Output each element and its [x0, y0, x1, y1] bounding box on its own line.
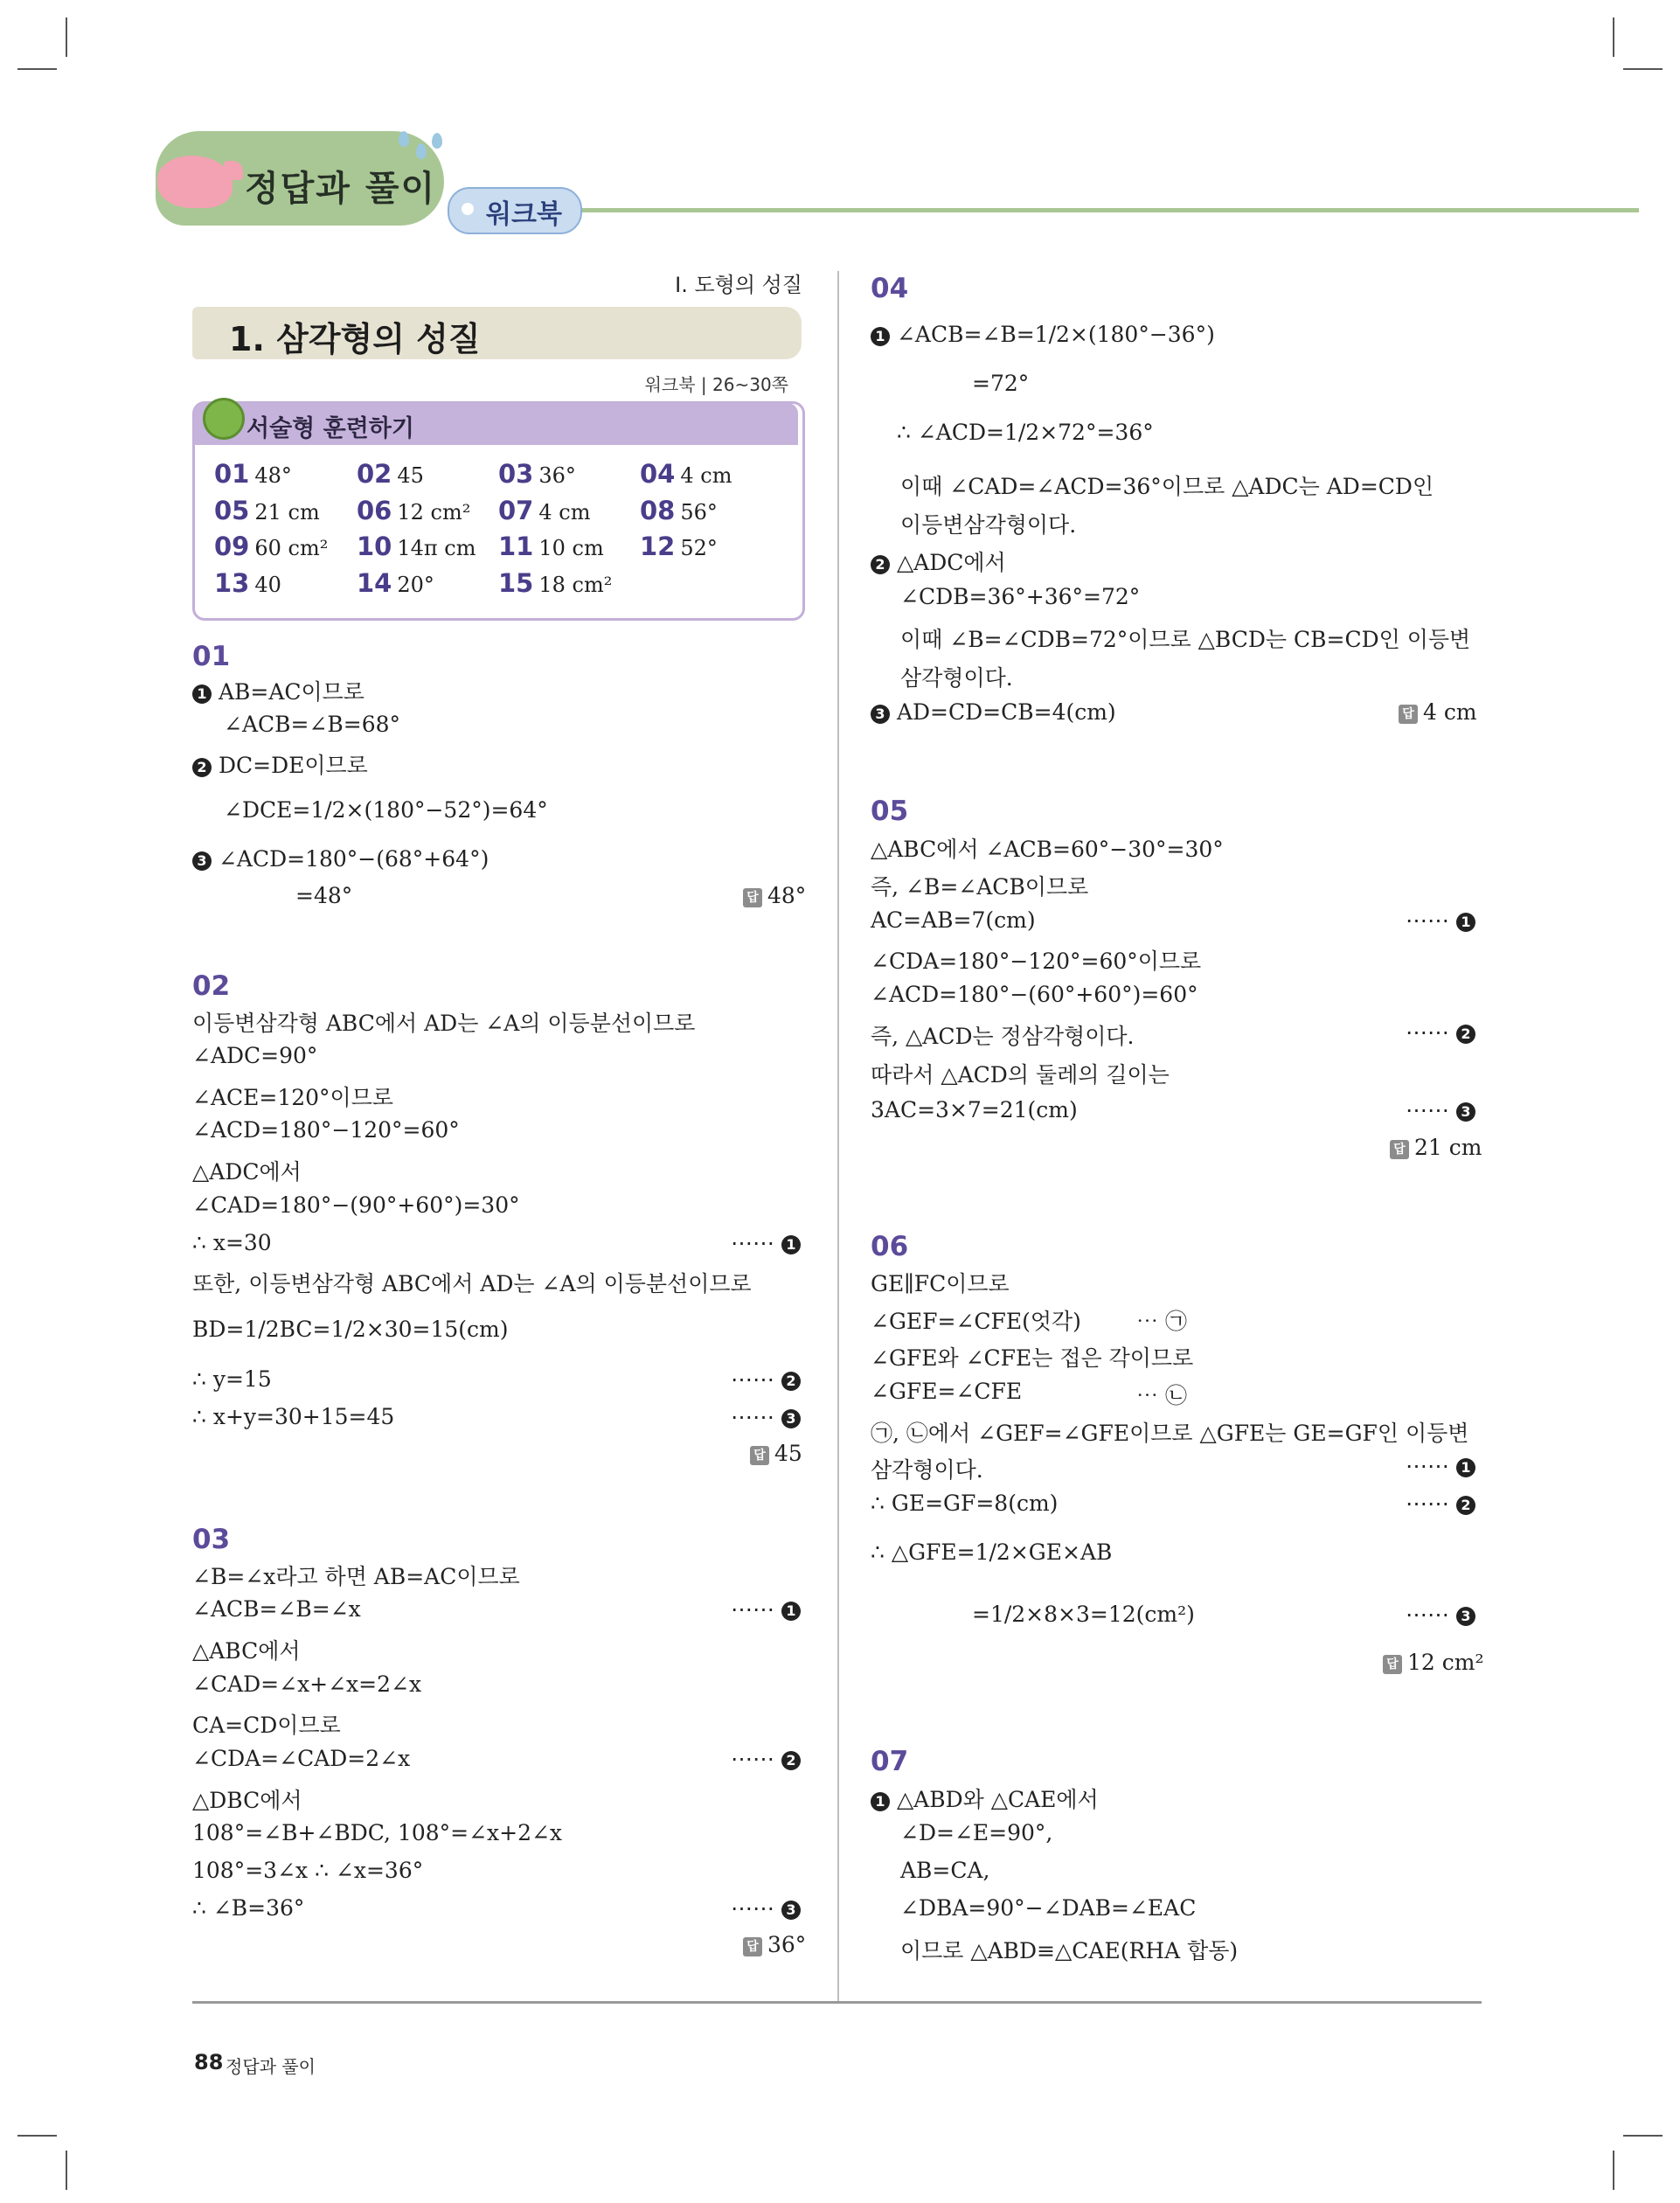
solution-line: ∴ y=15 — [192, 1366, 272, 1392]
solution-line: ∠CDA=180°−120°=60°이므로 — [871, 949, 1202, 974]
solution-line: ∴ x+y=30+15=45 — [192, 1404, 395, 1429]
answer-summary-item — [357, 496, 470, 525]
step-2-icon: 2 — [871, 555, 890, 574]
answer-summary-number: 10 — [357, 532, 392, 561]
answer-summary-value: 14π cm — [397, 536, 476, 560]
solution-line: 1 AB=AC이므로 — [192, 675, 364, 706]
solution-line: =48° — [295, 883, 353, 908]
workbook-reference: 워크북 | 26~30쪽 — [644, 374, 788, 395]
answer-mark-icon: 답 — [743, 888, 762, 907]
answer-summary-number: 15 — [498, 568, 534, 598]
final-answer: 답 4 cm — [1399, 699, 1477, 725]
solution-line: ∠CDB=36°+36°=72° — [900, 584, 1141, 609]
answer-summary-number: 13 — [214, 568, 250, 598]
header-rule — [568, 208, 1639, 212]
solution-line: ∠ADC=90° — [192, 1043, 318, 1068]
answer-summary-number: 04 — [640, 459, 676, 489]
answer-summary-value: 48° — [254, 463, 292, 488]
answer-summary-item — [640, 532, 718, 561]
answer-summary-value: 4 cm — [538, 500, 591, 525]
solution-line: ∠CAD=180°−(90°+60°)=30° — [192, 1192, 520, 1218]
footer-label: 정답과 풀이 — [226, 2056, 316, 2077]
answer-summary-number: 03 — [498, 459, 534, 489]
answer-summary-item — [357, 532, 476, 561]
answer-mark-icon: 답 — [1390, 1140, 1409, 1159]
answer-summary-number: 05 — [214, 496, 250, 525]
answer-summary-item — [357, 568, 434, 598]
solution-line: 3AC=3×7=21(cm) — [871, 1097, 1078, 1122]
step-2-icon: 2 — [781, 1751, 801, 1770]
crop-mark — [1623, 2135, 1663, 2137]
solution-line: 이때 ∠B=∠CDB=72°이므로 △BCD는 CB=CD인 이등변 — [900, 627, 1471, 652]
answer-summary-item — [498, 532, 604, 561]
solution-line: ∴ △GFE=1/2×GE×AB — [871, 1539, 1113, 1565]
answer-summary-number: 01 — [214, 459, 250, 489]
step-3-icon: 3 — [1456, 1607, 1475, 1626]
solution-line: 즉, ∠B=∠ACB이므로 — [871, 874, 1089, 900]
answer-summary-value: 45 — [397, 463, 424, 488]
solution-line: ∠GEF=∠CFE(엇각) — [871, 1309, 1081, 1334]
final-answer: 답 45 — [750, 1441, 802, 1466]
answer-summary-item — [498, 568, 612, 598]
step-marker: ⋯⋯ 1 — [1406, 1453, 1475, 1478]
answer-summary-number: 11 — [498, 532, 534, 561]
footer-rule — [192, 2001, 1482, 2004]
step-marker: ⋯⋯ 2 — [1406, 1019, 1475, 1045]
answer-mark-icon: 답 — [743, 1937, 762, 1956]
tab-dot-icon — [462, 203, 474, 215]
solution-line: 따라서 △ACD의 둘레의 길이는 — [871, 1062, 1170, 1088]
answer-summary-number: 09 — [214, 532, 250, 561]
step-marker: ⋯⋯ 3 — [731, 1404, 801, 1429]
step-marker: ⋯⋯ 3 — [1406, 1097, 1475, 1122]
solution-line: ∴ ∠ACD=1/2×72°=36° — [897, 420, 1154, 445]
step-2-icon: 2 — [781, 1372, 801, 1391]
final-answer: 답 12 cm² — [1383, 1650, 1484, 1675]
answer-summary-number: 14 — [357, 568, 392, 598]
question-number: 04 — [871, 273, 909, 304]
page-number: 88 — [194, 2050, 224, 2074]
solution-line: ㉠, ㉡에서 ∠GEF=∠GFE이므로 △GFE는 GE=GF인 이등변 — [871, 1421, 1469, 1446]
answer-summary-number: 06 — [357, 496, 392, 525]
answer-mark-icon: 답 — [750, 1446, 769, 1465]
answer-summary-number: 07 — [498, 496, 534, 525]
answer-summary-value: 36° — [538, 463, 576, 488]
solution-line: ∠ACB=∠B=∠x — [192, 1596, 361, 1622]
reference-mark: ⋯ ㉠ — [1136, 1309, 1187, 1334]
step-1-icon: 1 — [781, 1235, 801, 1254]
crop-mark — [66, 2151, 67, 2190]
solution-line: 이때 ∠CAD=∠ACD=36°이므로 △ADC는 AD=CD인 — [900, 474, 1434, 499]
question-number: 03 — [192, 1524, 231, 1555]
answer-summary-number: 12 — [640, 532, 676, 561]
solution-line: 이등변삼각형이다. — [900, 512, 1077, 538]
answer-summary-item — [357, 459, 424, 489]
solution-line: 108°=3∠x ∴ ∠x=36° — [192, 1858, 424, 1883]
step-marker: ⋯⋯ 2 — [731, 1366, 801, 1392]
solution-line: 1 △ABD와 △CAE에서 — [871, 1783, 1099, 1814]
crop-mark — [66, 17, 67, 57]
solution-line: 즉, △ACD는 정삼각형이다. — [871, 1024, 1135, 1049]
answer-summary-item — [498, 459, 576, 489]
step-marker: ⋯⋯ 3 — [731, 1895, 801, 1921]
step-marker: ⋯⋯ 2 — [731, 1746, 801, 1771]
answer-summary-item — [214, 568, 281, 598]
solution-line: CA=CD이므로 — [192, 1713, 341, 1738]
step-2-icon: 2 — [1456, 1025, 1475, 1044]
answer-summary-value: 60 cm² — [254, 536, 329, 560]
crop-mark — [1613, 17, 1614, 57]
step-1-icon: 1 — [871, 1792, 890, 1811]
solution-line: ∠ACE=120°이므로 — [192, 1085, 393, 1110]
solution-line: ∠ACD=180°−120°=60° — [192, 1117, 460, 1143]
step-1-icon: 1 — [1456, 913, 1475, 932]
question-number: 05 — [871, 796, 909, 827]
chameleon-icon — [203, 398, 245, 440]
solution-line: =72° — [972, 371, 1030, 396]
crop-mark — [17, 68, 57, 70]
answer-summary-value: 12 cm² — [397, 500, 471, 525]
solution-line: ∴ GE=GF=8(cm) — [871, 1491, 1059, 1516]
step-marker: ⋯⋯ 1 — [731, 1596, 801, 1622]
step-1-icon: 1 — [781, 1602, 801, 1621]
solution-line: 삼각형이다. — [871, 1457, 983, 1483]
step-3-icon: 3 — [781, 1901, 801, 1920]
answer-summary-value: 21 cm — [254, 500, 320, 525]
solution-line: ∠D=∠E=90°, — [900, 1820, 1053, 1845]
solution-line: ∠CDA=∠CAD=2∠x — [192, 1746, 411, 1771]
crop-mark — [1613, 2151, 1614, 2190]
solution-line: △DBC에서 — [192, 1788, 302, 1813]
final-answer: 답 21 cm — [1390, 1135, 1482, 1160]
answer-summary-value: 56° — [680, 500, 718, 525]
step-marker: ⋯⋯ 2 — [1406, 1491, 1475, 1516]
solution-line: ∠GFE와 ∠CFE는 접은 각이므로 — [871, 1345, 1194, 1371]
question-number: 01 — [192, 641, 231, 672]
crop-mark — [1623, 68, 1663, 70]
step-3-icon: 3 — [1456, 1102, 1475, 1122]
step-3-icon: 3 — [871, 705, 890, 724]
step-1-icon: 1 — [871, 327, 890, 346]
solution-line: △ABC에서 ∠ACB=60°−30°=30° — [871, 837, 1224, 862]
answer-summary-value: 18 cm² — [538, 573, 613, 597]
solution-line: ∴ x=30 — [192, 1230, 272, 1255]
answer-summary-value: 20° — [397, 573, 434, 597]
answer-summary-item — [640, 459, 732, 489]
answer-mark-icon: 답 — [1383, 1655, 1402, 1674]
answer-summary-item — [640, 496, 718, 525]
step-marker: ⋯⋯ 3 — [1406, 1602, 1475, 1627]
solution-line: GE∥FC이므로 — [871, 1271, 1010, 1296]
final-answer: 답 36° — [743, 1932, 806, 1957]
answer-summary-item — [214, 532, 328, 561]
step-2-icon: 2 — [192, 758, 212, 777]
answer-summary-item — [498, 496, 590, 525]
solution-line: ∠ACD=180°−(60°+60°)=60° — [871, 982, 1198, 1007]
solution-line: ∠ACB=∠B=68° — [224, 712, 401, 737]
solution-line: =1/2×8×3=12(cm²) — [972, 1602, 1195, 1627]
step-marker: ⋯⋯ 1 — [1406, 907, 1475, 933]
answer-summary-label: 서술형 훈련하기 — [246, 415, 414, 442]
solution-line: ∠B=∠x라고 하면 AB=AC이므로 — [192, 1564, 520, 1589]
answer-summary-item — [214, 496, 320, 525]
solution-line: ∠GFE=∠CFE — [871, 1379, 1023, 1404]
answer-summary-item — [214, 459, 292, 489]
crop-mark — [17, 2135, 57, 2137]
solution-line: 이므로 △ABD≡△CAE(RHA 합동) — [900, 1938, 1239, 1963]
header-title: 정답과 풀이 — [245, 169, 437, 209]
section-title: 1. 삼각형의 성질 — [229, 320, 481, 358]
final-answer: 답 48° — [743, 883, 806, 908]
solution-line: 이등변삼각형 ABC에서 AD는 ∠A의 이등분선이므로 — [192, 1011, 696, 1036]
solution-line: 1 ∠ACB=∠B=1/2×(180°−36°) — [871, 322, 1215, 347]
solution-line: BD=1/2BC=1/2×30=15(cm) — [192, 1317, 509, 1342]
solution-line: ∠DCE=1/2×(180°−52°)=64° — [224, 797, 548, 823]
step-3-icon: 3 — [781, 1409, 801, 1428]
question-number: 02 — [192, 970, 231, 1002]
reference-mark: ⋯ ㉡ — [1136, 1383, 1187, 1408]
answer-summary-value: 4 cm — [680, 463, 732, 488]
question-number: 07 — [871, 1746, 909, 1777]
solution-line: ∠DBA=90°−∠DAB=∠EAC — [900, 1895, 1197, 1921]
answer-mark-icon: 답 — [1399, 705, 1418, 724]
question-number: 06 — [871, 1231, 909, 1262]
column-divider — [837, 271, 839, 2002]
answer-summary-number: 02 — [357, 459, 392, 489]
solution-line: 삼각형이다. — [900, 665, 1013, 691]
solution-line: AC=AB=7(cm) — [871, 907, 1036, 933]
answer-summary-value: 52° — [680, 536, 718, 560]
solution-line: 또한, 이등변삼각형 ABC에서 AD는 ∠A의 이등분선이므로 — [192, 1271, 752, 1296]
solution-line: ∴ ∠B=36° — [192, 1895, 305, 1921]
solution-line: 108°=∠B+∠BDC, 108°=∠x+2∠x — [192, 1820, 563, 1845]
solution-line: 3 ∠ACD=180°−(68°+64°) — [192, 846, 489, 872]
answer-summary-value: 40 — [254, 573, 281, 597]
answer-summary-number: 08 — [640, 496, 676, 525]
solution-line: 2 △ADC에서 — [871, 546, 1006, 577]
solution-line: ∠CAD=∠x+∠x=2∠x — [192, 1671, 422, 1697]
solution-line: AB=CA, — [900, 1858, 990, 1883]
workbook-tab-label: 워크북 — [486, 199, 562, 230]
solution-line: △ABC에서 — [192, 1638, 301, 1664]
answer-summary-value: 10 cm — [538, 536, 604, 560]
solution-line: △ADC에서 — [192, 1159, 302, 1185]
step-3-icon: 3 — [192, 851, 212, 871]
solution-line: 3 AD=CD=CB=4(cm) — [871, 699, 1116, 725]
step-2-icon: 2 — [1456, 1496, 1475, 1515]
step-marker: ⋯⋯ 1 — [731, 1230, 801, 1255]
chapter-label: Ⅰ. 도형의 성질 — [675, 273, 802, 297]
step-1-icon: 1 — [1456, 1458, 1475, 1477]
solution-line: 2 DC=DE이므로 — [192, 748, 368, 780]
step-1-icon: 1 — [192, 685, 212, 704]
